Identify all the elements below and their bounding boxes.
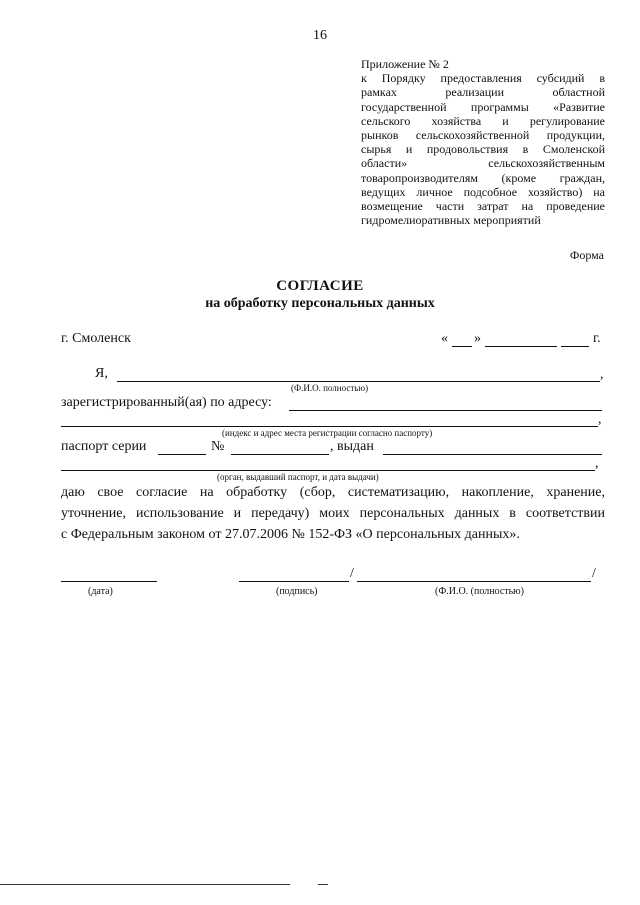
page-number: 16 — [313, 28, 327, 43]
document-title: СОГЛАСИЕ — [276, 278, 364, 294]
date-caption: (дата) — [88, 586, 113, 597]
issued-by-field-line2[interactable] — [61, 470, 595, 471]
appendix-line: Приложение № 2 — [361, 57, 449, 71]
address-caption: (индекс и адрес места регистрации согласно паспорту) — [222, 428, 433, 438]
appendix-line: государственной программы «Развитие — [361, 99, 605, 114]
signature-field[interactable] — [239, 581, 349, 582]
fio-caption: (Ф.И.О. полностью) — [291, 383, 369, 393]
consent-line: с Федеральным законом от 27.07.2006 № 152-ФЗ «О персональных данных». — [61, 527, 520, 542]
passport-number-field[interactable] — [231, 454, 329, 455]
appendix-line: рамках реализации областной — [361, 85, 605, 100]
appendix-line: товаропроизводителям (кроме граждан, — [361, 170, 605, 185]
i-label: Я, — [95, 366, 108, 381]
appendix-line: сельского хозяйства и регулирование — [361, 113, 605, 128]
issued-by-field-line1[interactable] — [383, 454, 602, 455]
date-open-quote: « — [441, 331, 448, 346]
registered-label: зарегистрированный(ая) по адресу: — [61, 395, 272, 410]
date-day-field[interactable] — [452, 346, 472, 347]
footer-divider — [318, 884, 328, 885]
consent-line: даю свое согласие на обработку (сбор, систематизацию, накопление, хранение, — [61, 485, 605, 500]
issuer-caption: (орган, выдавший паспорт, и дата выдачи) — [217, 472, 379, 482]
fio-field[interactable] — [117, 381, 600, 382]
form-label: Форма — [569, 248, 604, 262]
slash: / — [592, 566, 596, 581]
address-field-line2[interactable] — [61, 426, 598, 427]
comma: , — [600, 367, 604, 382]
appendix-line: сырья и продовольствия в Смоленской — [361, 142, 605, 157]
appendix-line: ведущих личное подсобное хозяйство) на — [361, 184, 605, 199]
date-close-quote: » — [474, 331, 481, 346]
passport-series-label: паспорт серии — [61, 439, 147, 454]
signature-caption: (подпись) — [276, 586, 318, 597]
date-year-field[interactable] — [561, 346, 589, 347]
passport-series-field[interactable] — [158, 454, 206, 455]
date-month-field[interactable] — [485, 346, 557, 347]
signature-date-field[interactable] — [61, 581, 157, 582]
appendix-line: гидромелиоративных мероприятий — [361, 213, 541, 228]
comma: , — [595, 456, 599, 471]
document-subtitle: на обработку персональных данных — [205, 296, 435, 311]
consent-paragraph — [61, 482, 605, 545]
comma: , — [598, 412, 602, 427]
appendix-block — [361, 57, 605, 227]
signature-fio-field[interactable] — [357, 581, 591, 582]
signature-fio-caption: (Ф.И.О. (полностью) — [435, 586, 524, 597]
passport-number-label: № — [211, 439, 225, 454]
appendix-line: области» сельскохозяйственным — [361, 156, 605, 171]
city-label: г. Смоленск — [61, 331, 131, 346]
date-year-suffix: г. — [593, 331, 601, 346]
consent-line: уточнение, использование и передачу) моих персональных данных в соответствии — [61, 506, 605, 521]
slash: / — [350, 566, 354, 581]
address-field-line1[interactable] — [289, 410, 602, 411]
footer-divider — [0, 884, 290, 885]
appendix-line: к Порядку предоставления субсидий в — [361, 71, 605, 86]
issued-label: , выдан — [330, 439, 374, 454]
appendix-line: рынков сельскохозяйственной продукции, — [361, 128, 605, 143]
appendix-line: возмещение части затрат на проведение — [361, 199, 605, 214]
